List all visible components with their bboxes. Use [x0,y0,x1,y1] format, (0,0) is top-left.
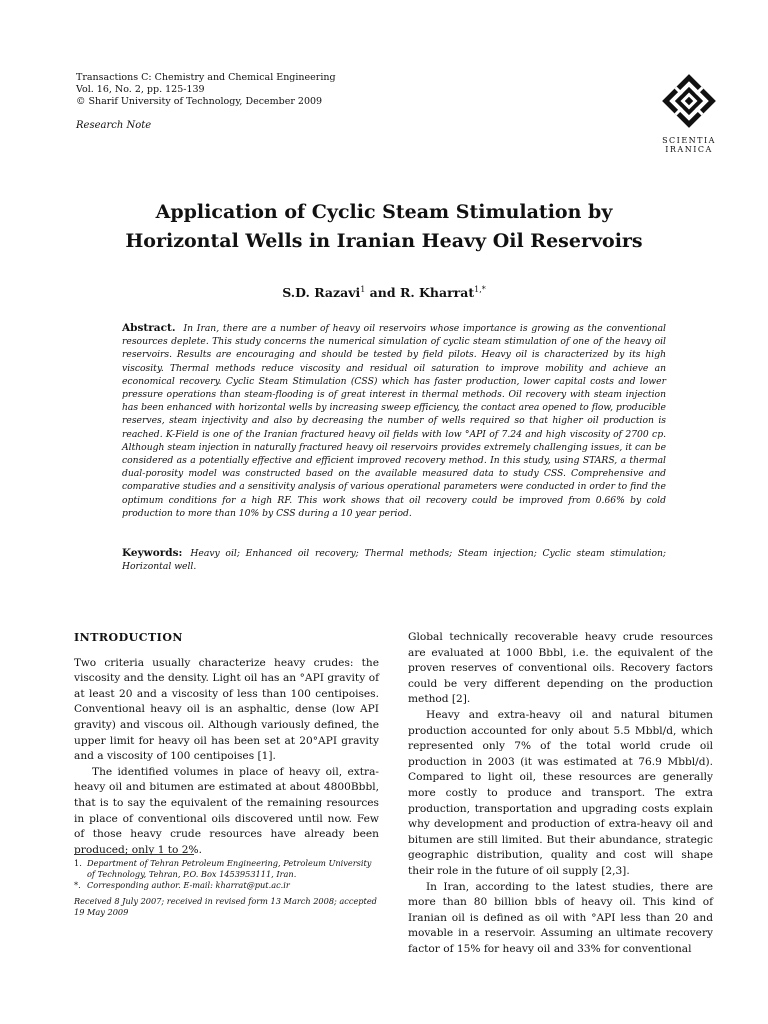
section-heading: INTRODUCTION [74,631,183,644]
logo-text-line2: IRANICA [665,145,713,154]
paragraph: In Iran, according to the latest studies, there are more than 80 billion bbls of heavy oil. This kind of Iranian oil is defined as oil with °API less than 20 and movable in a reservoir. Assuming an ultimate recovery factor of 15% for heavy oil and 33% for conventional [408,880,713,955]
received-dates: Received 8 July 2007; received in revised form 13 March 2008; accepted 19 May 2009 [74,895,377,917]
footnotes [74,858,379,918]
author-2-affiliation: 1,* [474,285,486,294]
abstract-text: In Iran, there are a number of heavy oil reservoirs whose importance is growing as the conventional resources deplete. This study concerns the numerical simulation of cyclic steam stimulation of one of the heavy oil reservoirs. Results are encouraging and should be tested by field pilots. Heavy oil is characterized by its high viscosity. Thermal methods reduce viscosity and residual oil saturation to improve mobility and achieve an economical recovery. Cyclic Steam Stimulation (CSS) which has faster production, lower capital costs and lower pressure operations than steam-flooding is of great interest in thermal methods. Oil recovery with steam injection has been enhanced with horizontal wells by increasing sweep efficiency, the contact area opened to flow, producible reserves, steam injectivity and also by decreasing the number of wells required so that higher oil production is reached. K-Field is one of the Iranian fractured heavy oil fields with low °API of 7.24 and high viscosity of 2700 cp. Although steam injection in naturally fractured heavy oil reservoirs provides extremely challenging issues, it can be considered as a potentially effective and efficient improved recovery method. In this study, using STARS, a thermal dual-porosity model was constructed based on the available measured data to study CSS. Comprehensive and comparative studies and a sensitivity analysis of various operational parameters were conducted in order to find the optimum conditions for a high RF. This work shows that oil recovery could be improved from 0.66% by cold production to more than 10% by CSS during a 10 year period. [122,323,666,519]
paragraph: The identified volumes in place of heavy oil, extra-heavy oil and bitumen are estimated at about 4800Bbbl, that is to say the equivalent of the remaining resources in place of conventional oils discovered until now. Few of those heavy crude resources have already been produced; only 1 to 2%. [74,765,379,856]
article-type: Research Note [76,120,152,131]
authors-and: and [365,285,400,301]
journal-info [76,72,336,108]
logo-text-line1: SCIENTIA [662,136,716,145]
footnote-rule [74,854,194,855]
footnote-text: Corresponding author. E-mail: kharrat@put.ac.ir [87,880,290,891]
abstract-label: Abstract. [122,322,176,334]
footnote-number: 1. [74,858,82,868]
footnote-number: *. [74,880,81,891]
author-1: S.D. Razavi [282,285,361,301]
title-line1: Application of Cyclic Steam Stimulation by [155,201,613,223]
paragraph: Global technically recoverable heavy crude resources are evaluated at 1000 Bbbl, i.e. the equivalent of the proven reserves of conventional oils. Recovery factors could be very different depending on the production method [2]. [408,631,713,706]
journal-logo [658,72,720,154]
keywords-text: Heavy oil; Enhanced oil recovery; Thermal methods; Steam injection; Cyclic steam stimulation; Horizontal well. [122,548,666,573]
paragraph: Heavy and extra-heavy oil and natural bitumen production accounted for only about 5.5 Mbbl/d, which represented only 7% of the total world crude oil production in 2003 (it was estimated at 76.9 Mbbl/d). Compared to light oil, these resources are generally more costly to produce and transport. The extra production, transportation and upgrading costs explain why development and production of extra-heavy oil and bitumen are still limited. But their abundance, strategic geographic distribution, quality and cost will shape their role in the future of oil supply [2,3]. [408,708,713,877]
right-column [408,630,713,957]
title-line2: Horizontal Wells in Iranian Heavy Oil Reservoirs [125,230,643,252]
keywords-label: Keywords: [122,547,183,559]
author-2: R. Kharrat [399,285,475,301]
footnote [74,858,379,880]
author-1-affiliation: 1 [360,285,366,294]
journal-copyright: © Sharif University of Technology, December 2009 [76,96,323,107]
keywords [122,547,666,573]
journal-volume: Vol. 16, No. 2, pp. 125-139 [76,84,205,95]
paper-title [60,198,708,256]
footnote-text: Department of Tehran Petroleum Engineering, Petroleum University of Technology, Tehran, P.O. Box 1453953111, Iran. [87,858,372,880]
footnote [74,880,379,891]
journal-name: Transactions C: Chemistry and Chemical Engineering [76,72,336,83]
scientia-iranica-logo-icon [660,72,718,130]
abstract [122,322,666,520]
authors [60,285,708,300]
left-column [74,630,379,858]
paragraph: Two criteria usually characterize heavy crudes: the viscosity and the density. Light oil has an °API gravity of at least 20 and a viscosity of less than 100 centipoises. Conventional heavy oil is an asphaltic, dense (low API gravity) and viscous oil. Although variously defined, the upper limit for heavy oil has been set at 20°API gravity and a viscosity of 100 centipoises [1]. [74,656,379,763]
